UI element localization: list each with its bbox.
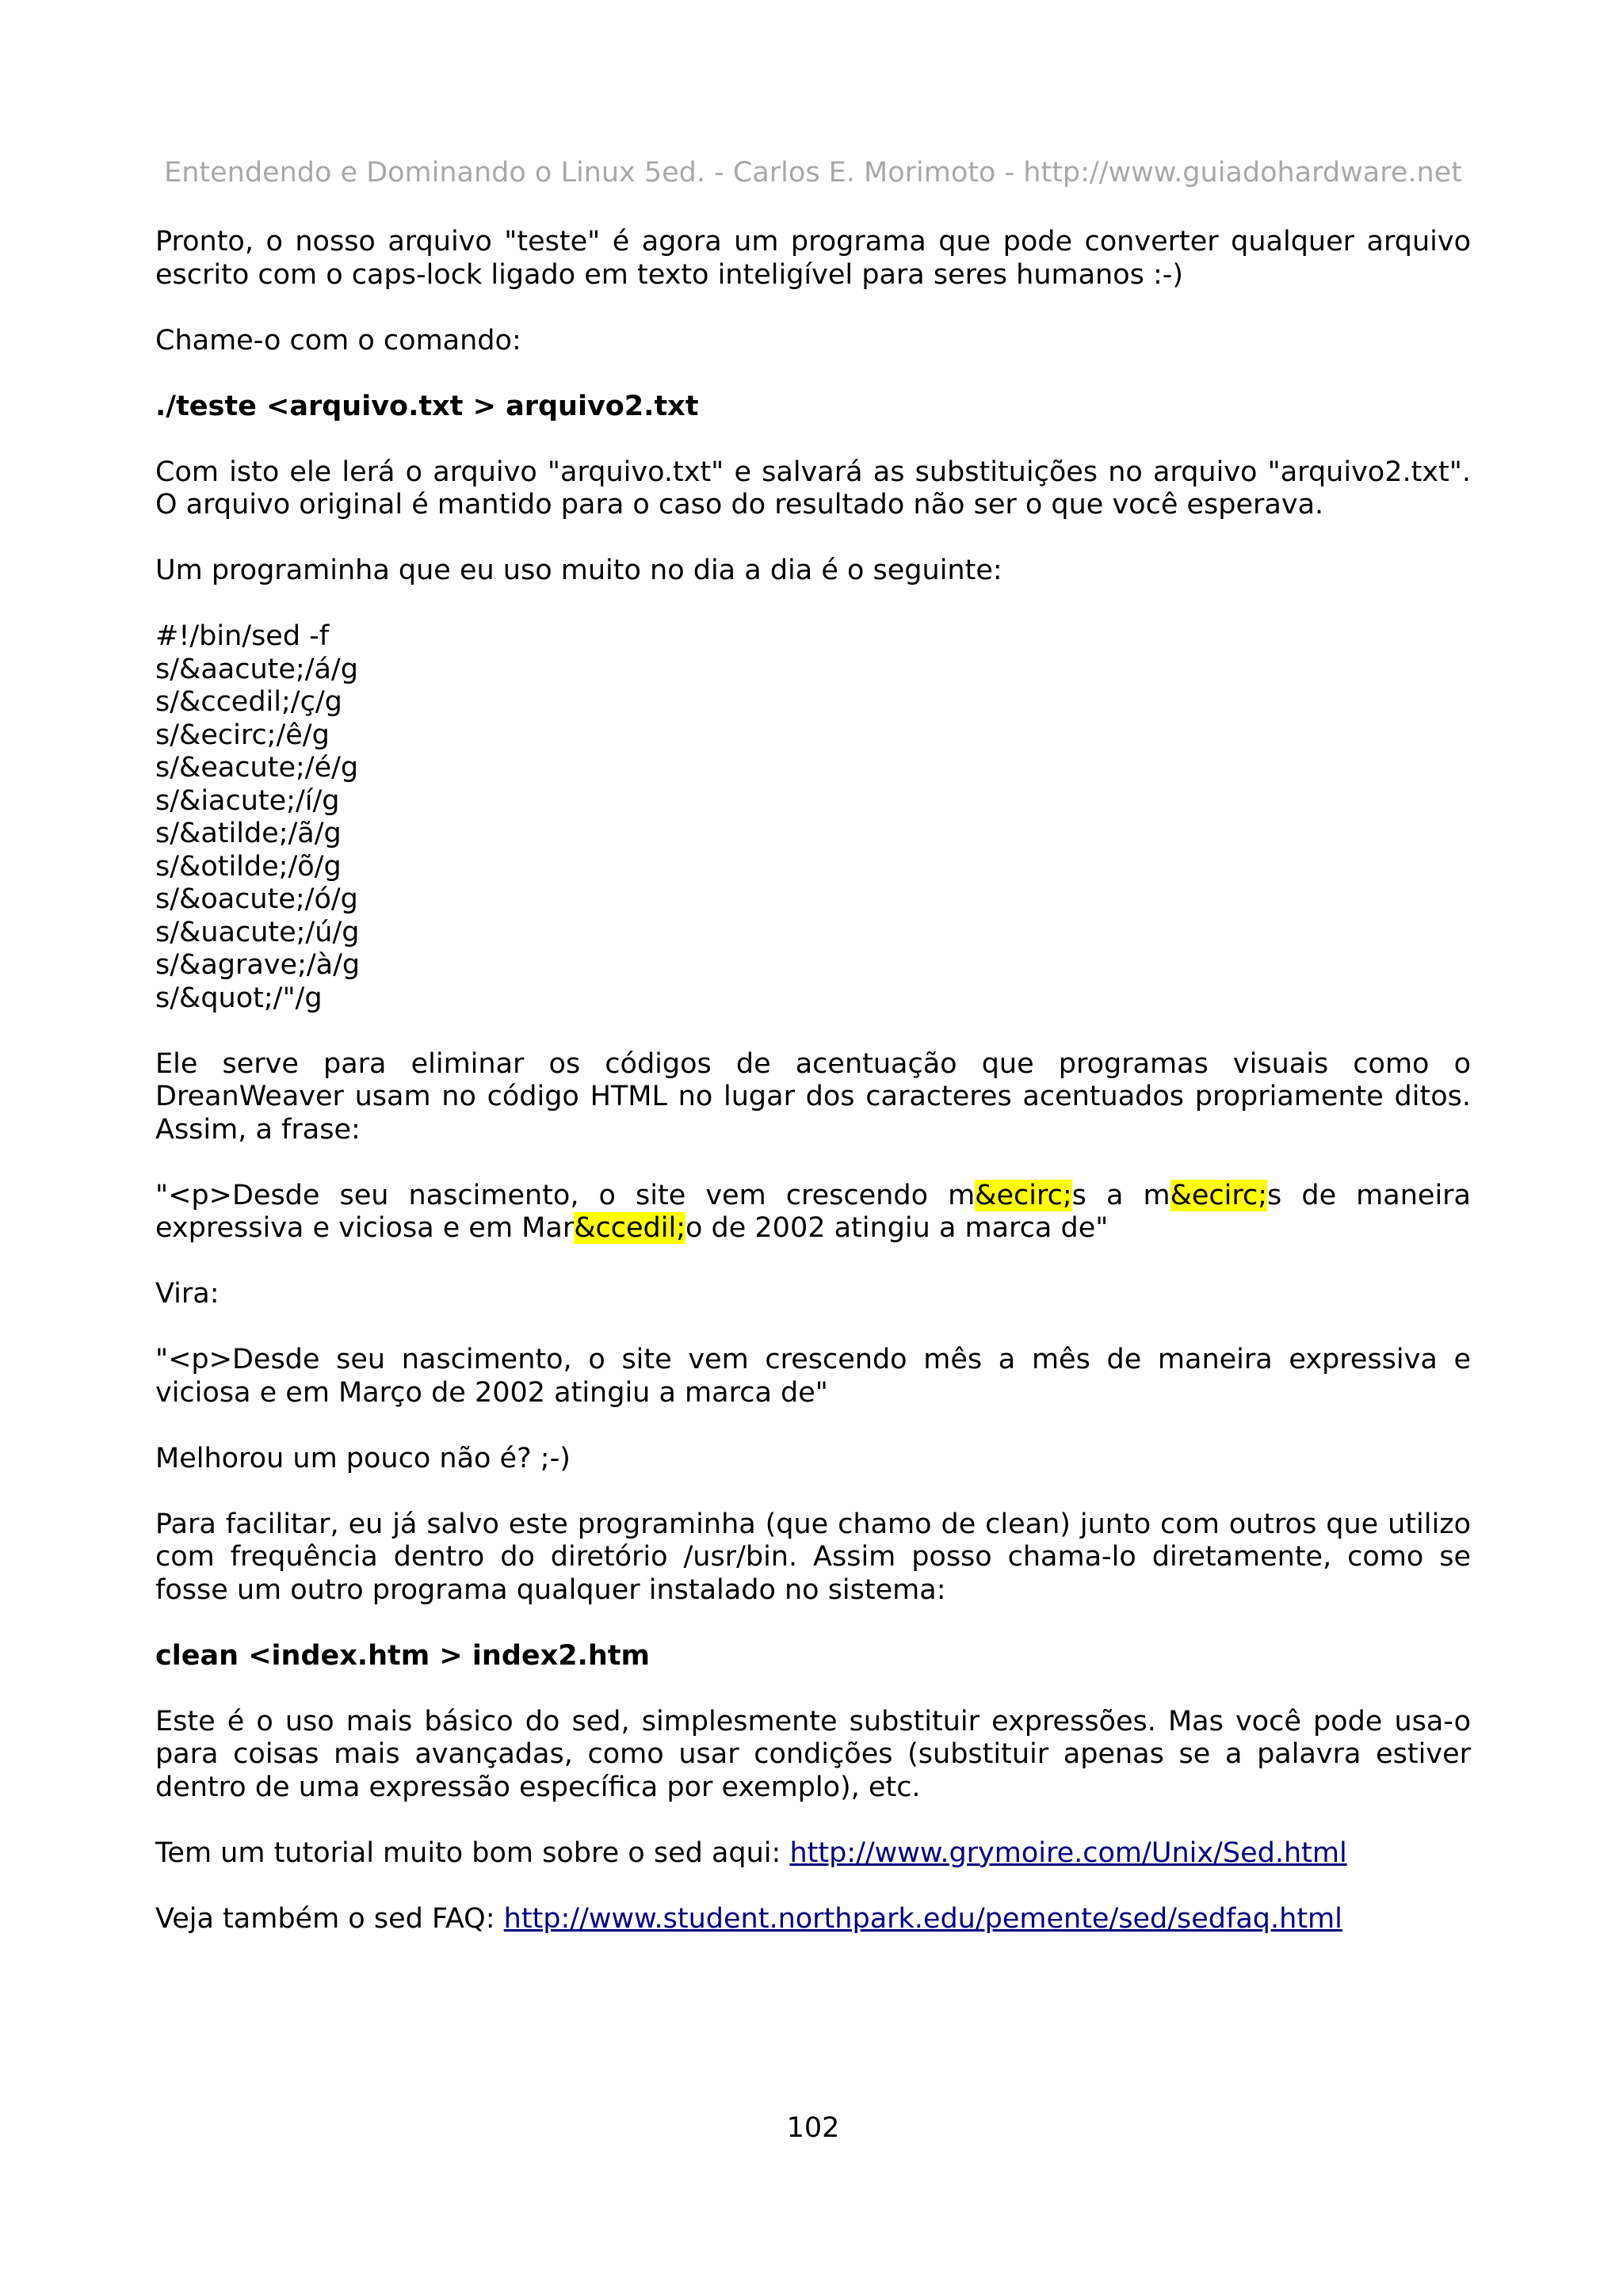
paragraph: Chame-o com o comando:	[155, 324, 521, 357]
sed-faq-link[interactable]: http://www.student.northpark.edu/pemente/sed/sedfaq.html	[503, 1902, 1342, 1935]
paragraph: Um programinha que eu uso muito no dia a dia é o seguinte:	[155, 555, 1002, 586]
code-line: s/&oacute;/ó/g	[155, 883, 358, 915]
code-line: s/&iacute;/í/g	[155, 784, 340, 817]
highlighted-entity: &ccedil;	[574, 1212, 685, 1244]
example-text: s a m	[1071, 1179, 1170, 1211]
html-example-before	[155, 1180, 1471, 1245]
code-line: s/&agrave;/à/g	[155, 949, 361, 981]
highlighted-entity: &ecirc;	[975, 1179, 1072, 1211]
code-line: s/&atilde;/ã/g	[155, 818, 342, 849]
example-text: o de 2002 atingiu a marca de"	[685, 1212, 1109, 1244]
paragraph: Vira:	[155, 1278, 220, 1310]
code-line: s/&ecirc;/ê/g	[155, 719, 330, 751]
command-example: clean <index.htm > index2.htm	[155, 1639, 650, 1672]
command-example: ./teste <arquivo.txt > arquivo2.txt	[155, 390, 699, 422]
page-number: 102	[786, 2112, 840, 2144]
tutorial-paragraph	[155, 1837, 1471, 1871]
page-content	[155, 226, 1471, 1969]
paragraph: Para facilitar, eu já salvo este programinha (que chamo de clean) junto com outros que utilizo com frequência dentro do diretório /usr/bin. Assim posso chama-lo diretamente, como se fosse um outro programa qualquer instalado no sistema:	[155, 1508, 1471, 1606]
code-line: s/&uacute;/ú/g	[155, 916, 360, 948]
paragraph-text: Veja também o sed FAQ:	[155, 1902, 504, 1935]
running-header: Entendendo e Dominando o Linux 5ed. - Carlos E. Morimoto - http://www.guiadohardware.net	[164, 157, 1462, 189]
example-text: s de maneira expressiva e viciosa e em Mar	[155, 1179, 1472, 1244]
highlighted-entity: &ecirc;	[1170, 1179, 1268, 1211]
code-line: s/&ccedil;/ç/g	[155, 686, 342, 718]
grymoire-sed-link[interactable]: http://www.grymoire.com/Unix/Sed.html	[789, 1836, 1347, 1869]
example-text: "<p>Desde seu nascimento, o site vem crescendo m	[155, 1179, 976, 1211]
paragraph: Pronto, o nosso arquivo "teste" é agora um programa que pode converter qualquer arquivo escrito com o caps-lock ligado em texto inteligível para seres humanos :-)	[155, 226, 1471, 291]
paragraph: Melhorou um pouco não é? ;-)	[155, 1442, 571, 1474]
code-line: s/&otilde;/õ/g	[155, 850, 342, 883]
paragraph-text: Tem um tutorial muito bom sobre o sed aqui:	[155, 1836, 790, 1869]
sed-script-block	[155, 620, 1471, 1015]
html-example-after: "<p>Desde seu nascimento, o site vem crescendo mês a mês de maneira expressiva e viciosa e em Março de 2002 atingiu a marca de"	[155, 1344, 1471, 1409]
paragraph: Com isto ele lerá o arquivo "arquivo.txt" e salvará as substituições no arquivo "arquivo2.txt". O arquivo original é mantido para o caso do resultado não ser o que você esperava.	[155, 456, 1471, 521]
paragraph: Ele serve para eliminar os códigos de acentuação que programas visuais como o DreanWeaver usam no código HTML no lugar dos caracteres acentuados propriamente ditos. Assim, a frase:	[155, 1047, 1471, 1146]
code-line: s/&eacute;/é/g	[155, 752, 359, 784]
faq-paragraph	[155, 1903, 1471, 1936]
code-line: s/&quot;/"/g	[155, 982, 323, 1014]
paragraph: Este é o uso mais básico do sed, simplesmente substituir expressões. Mas você pode usa-o para coisas mais avançadas, como usar condições (substituir apenas se a palavra estiver dentro de uma expressão específica por exemplo), etc.	[155, 1705, 1471, 1803]
code-line: s/&aacute;/á/g	[155, 653, 358, 685]
code-line: #!/bin/sed -f	[155, 620, 330, 652]
